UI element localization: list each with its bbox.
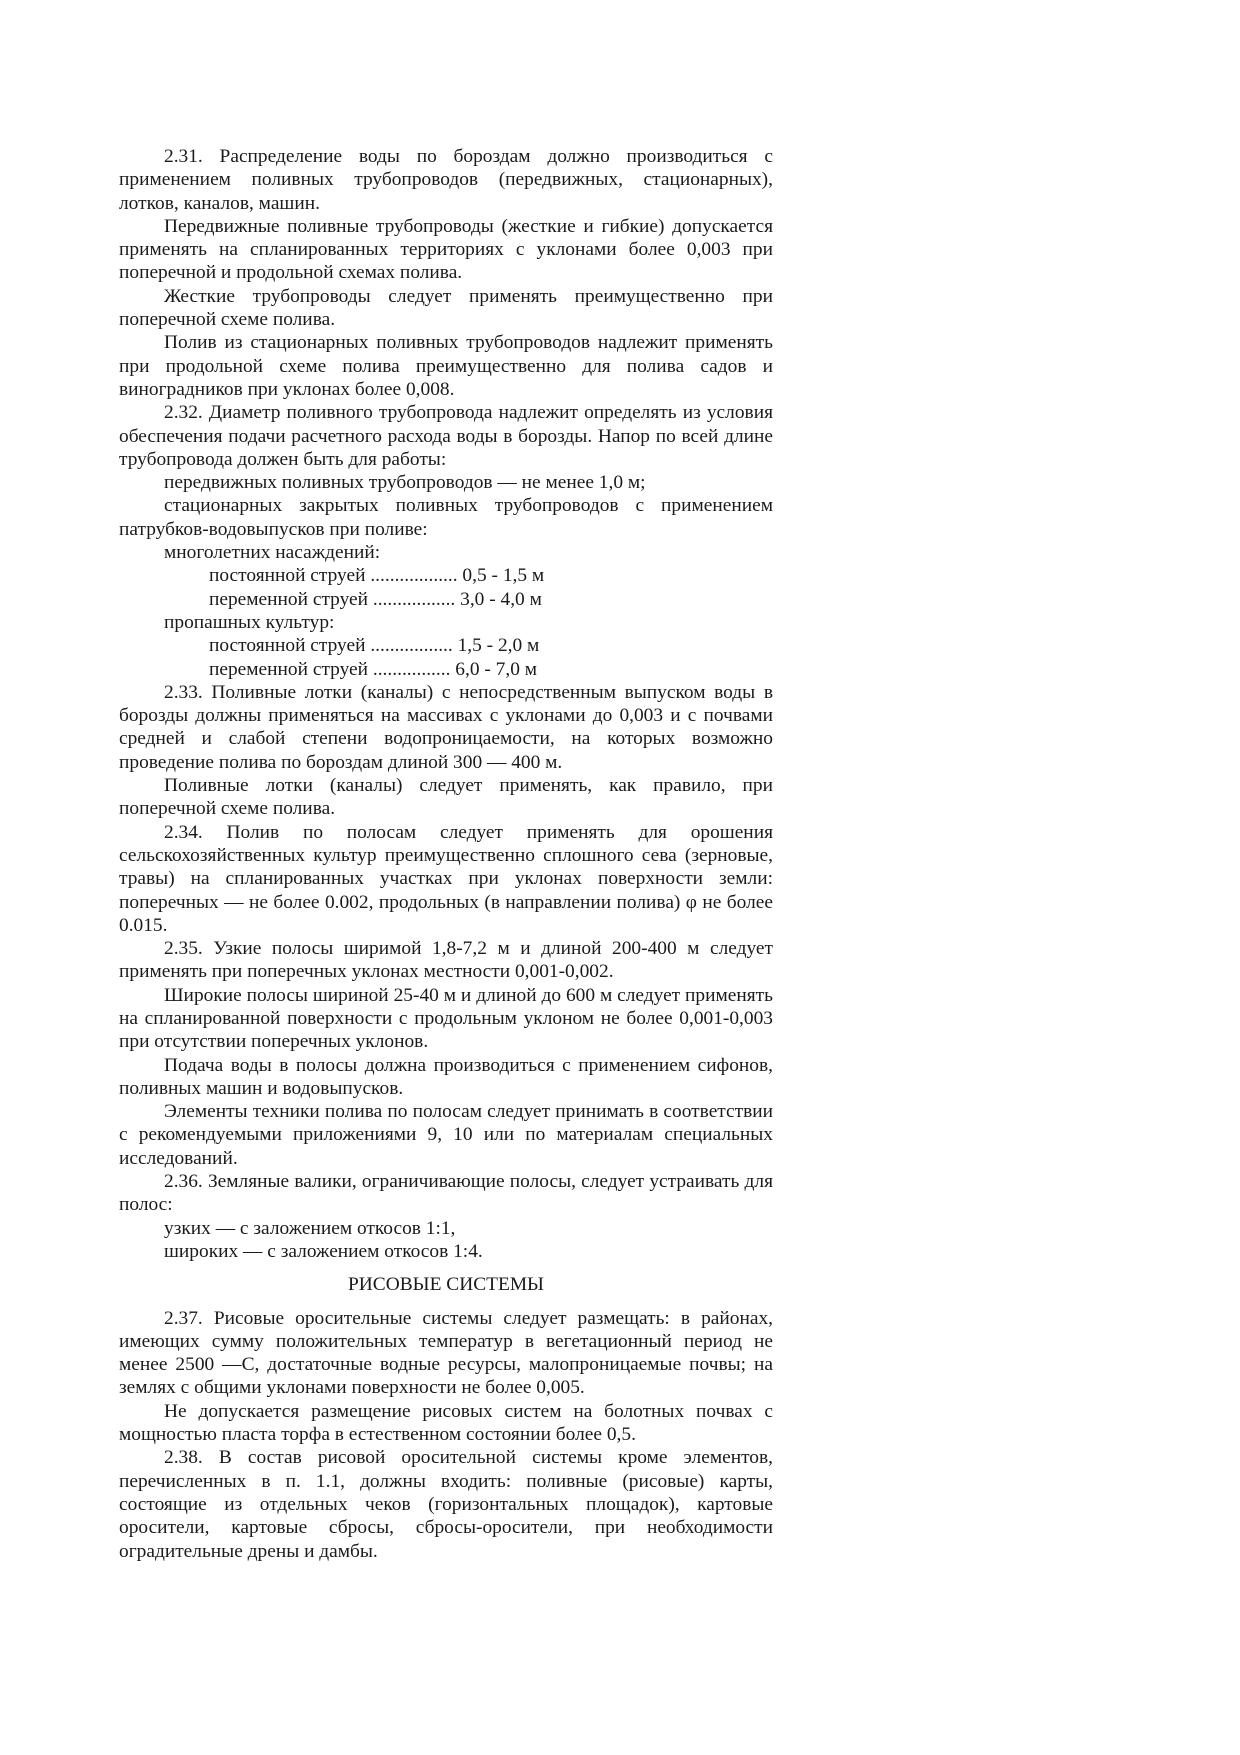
perennial-constant-stream: постоянной струей .................. 0,5 - 1,5 м xyxy=(209,565,545,587)
perennial-variable-stream: переменной струей ................. 3,0 - 4,0 м xyxy=(209,588,542,610)
paragraph-mobile-pipelines: Передвижные поливные трубопроводы (жесткие и гибкие) допускается применять на спланированных территориях с уклонами более 0,003 при поперечной и продольной схемах полива. xyxy=(119,215,773,284)
document-page xyxy=(119,145,773,1563)
paragraph-flumes-scheme: Поливные лотки (каналы) следует применять, как правило, при поперечной схеме полива. xyxy=(119,775,773,820)
paragraph-water-supply: Подача воды в полосы должна производиться с применением сифонов, поливных машин и водовыпусков. xyxy=(119,1054,773,1099)
paragraph-2-35: 2.35. Узкие полосы ширимой 1,8-7,2 м и длиной 200-400 м следует применять при поперечных уклонах местности 0,001-0,002. xyxy=(119,938,773,983)
pressure-stationary-pipelines: стационарных закрытых поливных трубопроводов с применением патрубков-водовыпусков при поливе: xyxy=(119,495,773,540)
narrow-strips-slopes: узких — с заложением откосов 1:1, xyxy=(164,1217,456,1239)
pressure-mobile-pipelines: передвижных поливных трубопроводов — не менее 1,0 м; xyxy=(164,472,646,494)
paragraph-peat-soils: Не допускается размещение рисовых систем на болотных почвах с мощностью пласта торфа в естественном состоянии более 0,5. xyxy=(119,1400,773,1446)
paragraph-rigid-pipelines: Жесткие трубопроводы следует применять преимущественно при поперечной схеме полива. xyxy=(119,285,773,331)
perennial-plantings-label: многолетних насаждений: xyxy=(164,542,381,564)
paragraph-2-34: 2.34. Полив по полосам следует применять для орошения сельскохозяйственных культур преимущественно сплошного сева (зерновые, травы) на спланированных участках при уклонах поверхности земли: поперечных — не более 0.002, продольных (в направлении полива) φ не более 0.015. xyxy=(119,821,773,936)
paragraph-2-36: 2.36. Земляные валики, ограничивающие полосы, следует устраивать для полос: xyxy=(119,1171,773,1216)
paragraph-2-33: 2.33. Поливные лотки (каналы) с непосредственным выпуском воды в борозды должны применяться на массивах с уклонами до 0,003 и с почвами средней и слабой степени водопроницаемости, на которых возможно проведение полива по бороздам длиной 300 — 400 м. xyxy=(119,681,773,773)
row-crops-variable-stream: переменной струей ................ 6,0 - 7,0 м xyxy=(209,658,538,680)
row-crops-label: пропашных культур: xyxy=(164,611,335,633)
paragraph-2-31: 2.31. Распределение воды по бороздам должно производиться с применением поливных трубопроводов (передвижных, стационарных), лотков, каналов, машин. xyxy=(119,146,773,214)
paragraph-stationary-pipelines: Полив из стационарных поливных трубопроводов надлежит применять при продольной схеме полива преимущественно для полива садов и виноградников при уклонах более 0,008. xyxy=(119,332,773,400)
paragraph-2-32: 2.32. Диаметр поливного трубопровода надлежит определять из условия обеспечения подачи расчетного расхода воды в борозды. Напор по всей длине трубопровода должен быть для работы: xyxy=(119,402,773,470)
paragraph-2-37: 2.37. Рисовые оросительные системы следует размещать: в районах, имеющих сумму положительных температур в вегетационный период не менее 2500 —С, достаточные водные ресурсы, малопроницаемые почвы; на землях с общими уклонами поверхности не более 0,005. xyxy=(119,1307,773,1399)
wide-strips-slopes: широких — с заложением откосов 1:4. xyxy=(164,1240,483,1262)
section-heading-rice-systems: РИСОВЫЕ СИСТЕМЫ xyxy=(348,1274,544,1296)
paragraph-wide-strips: Широкие полосы шириной 25-40 м и длиной до 600 м следует применять на спланированной поверхности с продольным уклоном не более 0,001-0,003 при отсутствии поперечных уклонов. xyxy=(119,984,773,1053)
row-crops-constant-stream: постоянной струей ................. 1,5 - 2,0 м xyxy=(209,635,540,657)
paragraph-2-38: 2.38. В состав рисовой оросительной системы кроме элементов, перечисленных в п. 1.1, должны входить: поливные (рисовые) карты, состоящие из отдельных чеков (горизонтальных площадок), картовые оросители, картовые сбросы, сбросы-оросители, при необходимости оградительные дрены и дамбы. xyxy=(119,1447,773,1562)
paragraph-technique-elements: Элементы техники полива по полосам следует принимать в соответствии с рекомендуемыми приложениями 9, 10 или по материалам специальных исследований. xyxy=(119,1101,773,1169)
